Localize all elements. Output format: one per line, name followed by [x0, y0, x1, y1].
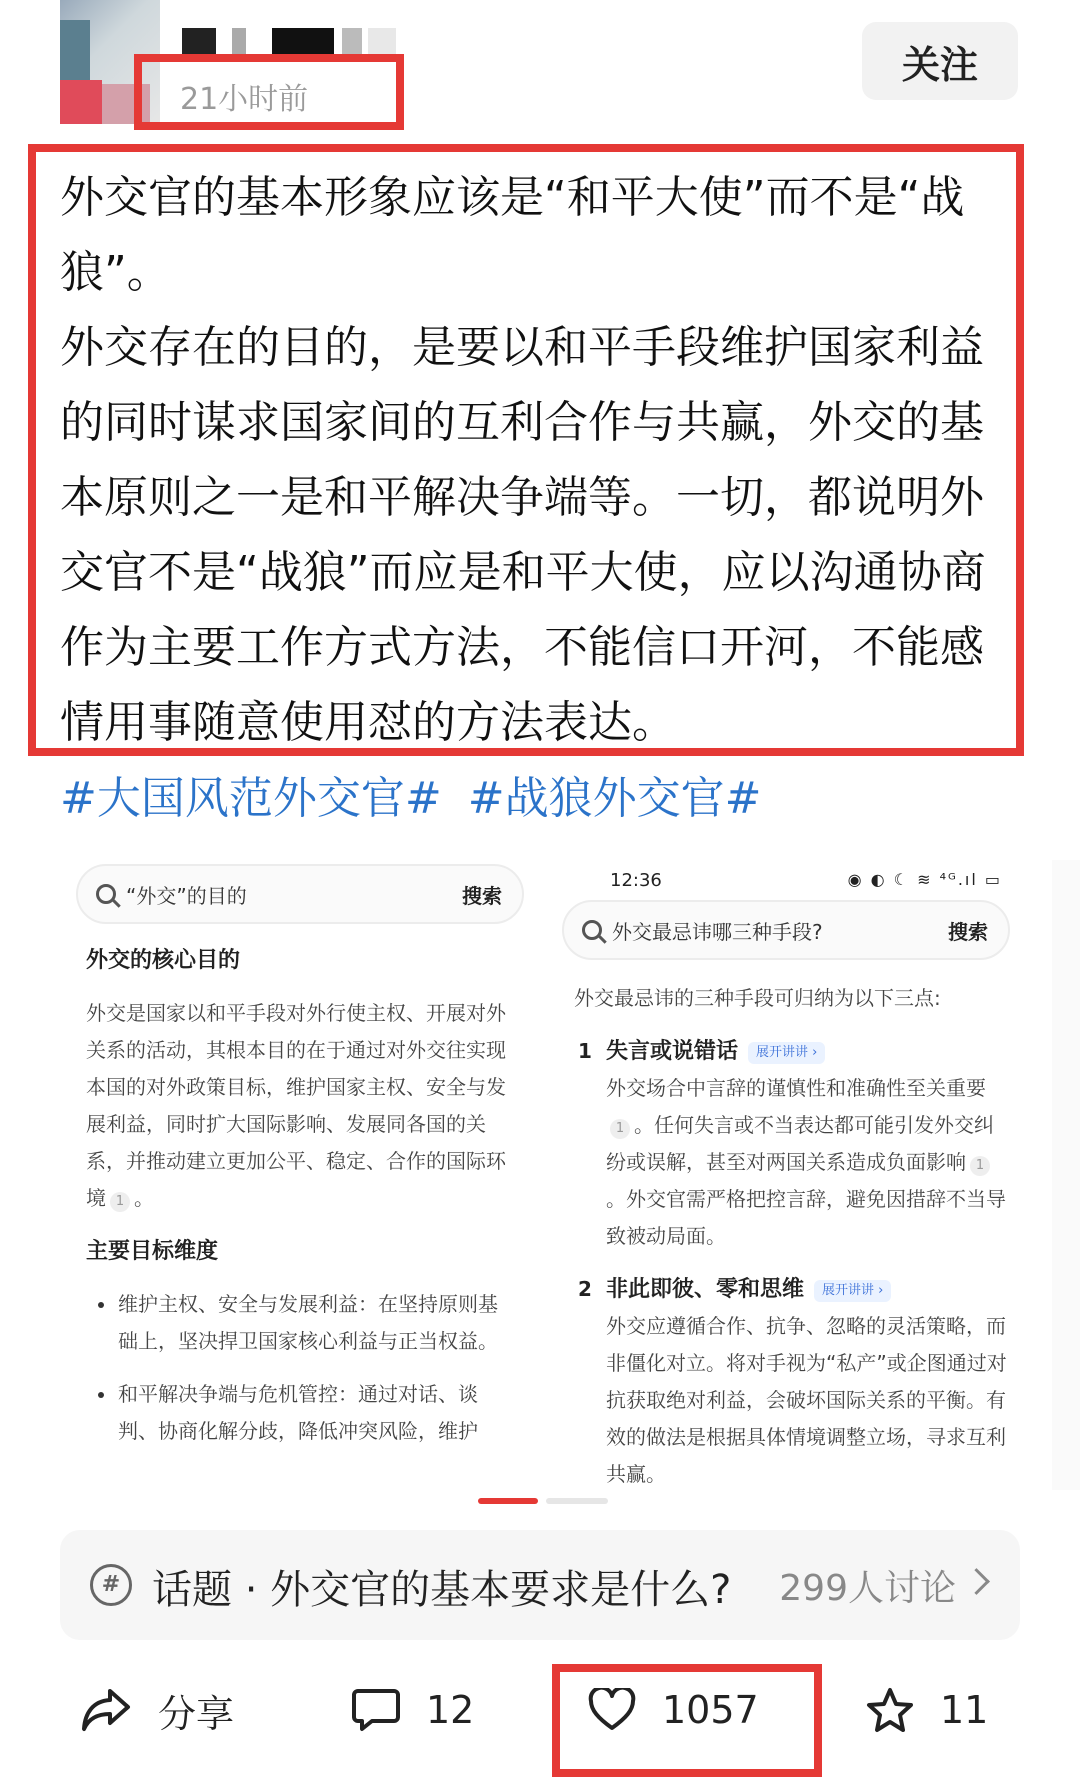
status-time: 12:36 [610, 870, 662, 891]
search-bar[interactable] [562, 900, 1010, 960]
list-item: 1 失言或说错话 展开讲讲 › 外交场合中言辞的谨慎性和准确性至关重要1 。任何失言或不当表达都可能引发外交纠纷或误解，甚至对两国关系造成负面影响 1。外交官需严格把控言辞，避免因措辞不当导致被动局面。 [574, 1033, 1008, 1255]
answer-heading: 外交的核心目的 [86, 948, 241, 973]
post-time: 21小时前 [180, 82, 309, 117]
highlight-box-text [28, 144, 1024, 756]
highlight-box-likes [552, 1664, 822, 1777]
share-button[interactable] [80, 1660, 234, 1760]
answer-paragraph: 外交是国家以和平手段对外行使主权、开展对外关系的活动，其根本目的在于通过对外交往实现本国的对外政策目标，维护国家主权、安全与发展利益，同时扩大国际影响、发展同各国的关系，并推动建立更加公平、稳定、合作的国际环境 1 。 [86, 1001, 506, 1210]
comment-count: 12 [426, 1688, 475, 1732]
search-icon [96, 884, 116, 904]
share-label: 分享 [158, 1691, 235, 1736]
list-item: 和平解决争端与危机管控：通过对话、谈判、协商化解分歧，降低冲突风险，维护 [86, 1376, 514, 1450]
comment-button[interactable] [352, 1660, 474, 1760]
expand-chip[interactable]: 展开讲讲 › [814, 1280, 891, 1302]
discussion-count: 299人讨论 [779, 1568, 956, 1609]
pager-dot-active [478, 1498, 538, 1504]
follow-button[interactable]: 关注 [862, 22, 1018, 100]
username-redacted [182, 28, 398, 56]
post-paragraph: 外交官的基本形象应该是“和平大使”而不是“战狼”。 [60, 172, 965, 298]
answer-body [574, 980, 1008, 1490]
carousel-pager [478, 1498, 608, 1504]
like-count: 1057 [662, 1688, 759, 1732]
topic-icon: # [90, 1564, 132, 1606]
image-card-1[interactable] [70, 860, 528, 1490]
search-icon [582, 920, 602, 940]
pager-dot [546, 1498, 608, 1504]
status-icons: ◉ ◐ ☾ ≋ ⁴ᴳ.ıl ▭ [847, 870, 1002, 889]
reference-badge[interactable]: 1 [110, 1192, 130, 1212]
topic-label: 话题 · 外交官的基本要求是什么? [152, 1567, 732, 1613]
answer-body [86, 942, 514, 1450]
share-icon [80, 1687, 132, 1733]
answer-subheading: 主要目标维度 [86, 1239, 219, 1264]
item-number: 1 [578, 1039, 592, 1063]
post-paragraph: 外交存在的目的，是要以和平手段维护国家利益的同时谋求国家间的互利合作与共赢，外交的基本原则之一是和平解决争端等。一切，都说明外交官不是“战狼”而应是和平大使，应以沟通协商作为主要工作方式方法，不能信口开河，不能感情用事随意使用怼的方法表达。 [60, 322, 986, 748]
search-query: 外交最忌讳哪三种手段? [612, 919, 823, 944]
hashtags [60, 762, 787, 826]
favorite-count: 11 [940, 1688, 989, 1732]
search-button[interactable]: 搜索 [948, 919, 988, 944]
hashtag-link[interactable]: #战狼外交官# [467, 773, 762, 824]
status-bar [562, 860, 1022, 896]
favorite-button[interactable] [866, 1660, 988, 1760]
reference-badge[interactable]: 1 [970, 1156, 990, 1176]
chevron-right-icon [963, 1568, 990, 1595]
hashtag-link[interactable]: #大国风范外交官# [60, 773, 442, 824]
item-number: 2 [578, 1277, 592, 1301]
expand-chip[interactable]: 展开讲讲 › [748, 1042, 825, 1064]
search-button[interactable]: 搜索 [462, 883, 502, 908]
star-icon [866, 1687, 914, 1733]
answer-intro: 外交最忌讳的三种手段可归纳为以下三点: [574, 986, 941, 1010]
comment-icon [352, 1687, 400, 1733]
topic-link[interactable] [60, 1530, 1020, 1640]
list-item: 2 非此即彼、零和思维 展开讲讲 › 外交应遵循合作、抗争、忽略的灵活策略，而非僵化对立。将对手视为“私产”或企图通过对抗获取绝对利益，会破坏国际关系的平衡。有效的做法是根据具体情境调整立场，寻求互利共赢。 [574, 1271, 1008, 1490]
reference-badge[interactable]: 1 [610, 1119, 630, 1139]
item-title: 失言或说错话 [606, 1039, 739, 1064]
image-card-3-peek[interactable] [1052, 860, 1080, 1490]
image-card-2[interactable] [562, 860, 1022, 1490]
highlight-box-time [134, 54, 404, 130]
item-title: 非此即彼、零和思维 [606, 1277, 805, 1302]
search-bar[interactable] [76, 864, 524, 924]
search-query: “外交”的目的 [126, 883, 247, 908]
list-item: 维护主权、安全与发展利益：在坚持原则基础上，坚决捍卫国家核心利益与正当权益。 [86, 1286, 514, 1360]
